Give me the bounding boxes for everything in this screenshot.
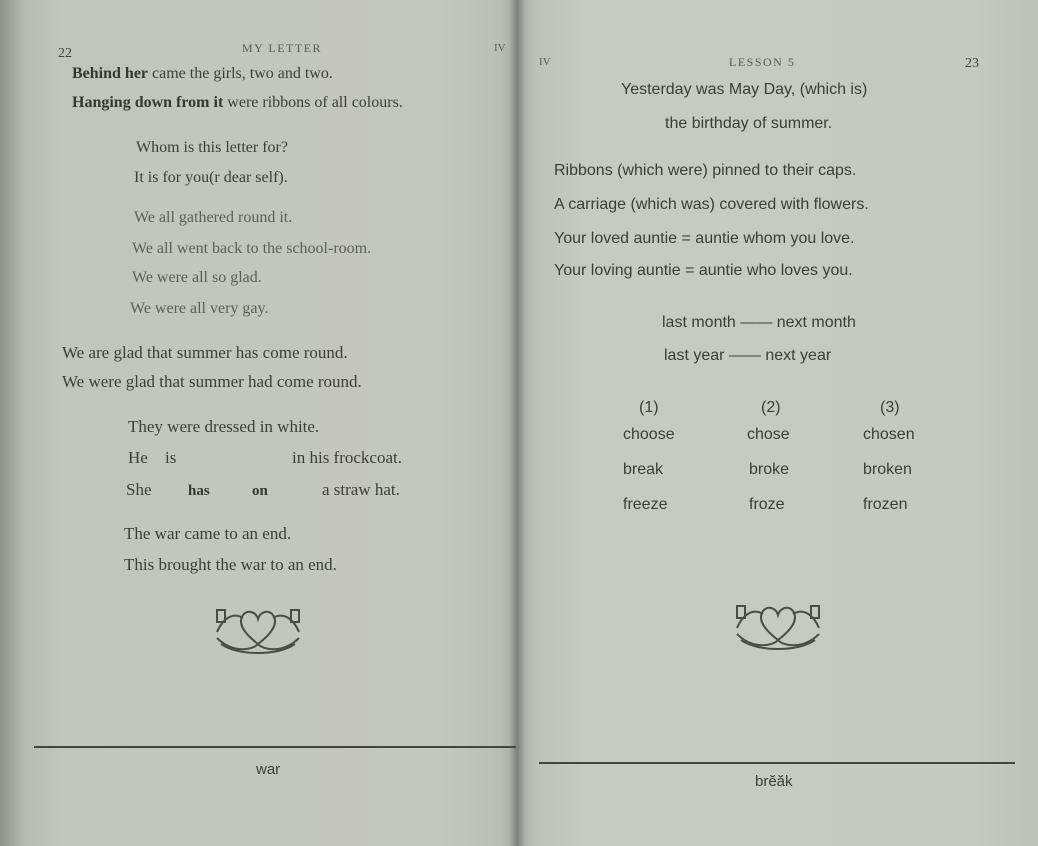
- page-number-left: 22: [58, 46, 72, 61]
- table-cell: froze: [749, 496, 785, 513]
- text-line: The war came to an end.: [124, 524, 292, 543]
- table-cell: has: [188, 483, 210, 499]
- text-line: last month —— next month: [662, 314, 856, 331]
- table-header: (3): [880, 399, 900, 416]
- table-cell: in his frockcoat.: [292, 448, 402, 467]
- table-cell: chosen: [863, 426, 915, 443]
- table-cell: She: [126, 480, 152, 499]
- text-line: Yesterday was May Day, (which is): [621, 81, 868, 98]
- text-line: We were all so glad.: [132, 269, 262, 286]
- table-header: (2): [761, 399, 781, 416]
- right-page: [517, 0, 1038, 846]
- table-header: (1): [639, 399, 659, 416]
- text-line: We were glad that summer had come round.: [62, 372, 362, 391]
- text-line: We are glad that summer has come round.: [62, 343, 348, 362]
- text-line: last year —— next year: [664, 347, 832, 364]
- text-line: This brought the war to an end.: [124, 555, 337, 574]
- left-page: [0, 0, 517, 846]
- running-head-right: LESSON 5: [729, 55, 796, 69]
- table-cell: broken: [863, 461, 912, 478]
- footer-word: brĕăk: [755, 773, 793, 790]
- table-cell: break: [623, 461, 664, 478]
- text-line: Whom is this letter for?: [136, 139, 288, 156]
- text-line: We all went back to the school-room.: [132, 240, 372, 257]
- footer-word: war: [256, 761, 281, 778]
- table-cell: on: [252, 483, 268, 499]
- text-line: A carriage (which was) covered with flowers.: [554, 196, 869, 213]
- text-line: Behind her came the girls, two and two.: [72, 65, 333, 82]
- text-line: Your loved auntie = auntie whom you love.: [554, 230, 855, 247]
- text-line: They were dressed in white.: [128, 417, 320, 436]
- table-cell: frozen: [863, 496, 908, 513]
- running-head-roman-left: IV: [494, 42, 506, 54]
- text-line: It is for you(r dear self).: [134, 169, 288, 186]
- text-line: Hanging down from it were ribbons of all colours.: [72, 94, 403, 111]
- running-head-left: MY LETTER: [242, 41, 323, 55]
- table-cell: is: [165, 448, 177, 467]
- table-cell: freeze: [623, 496, 668, 513]
- page-number-right: 23: [965, 56, 979, 71]
- table-cell: choose: [623, 426, 675, 443]
- table-cell: a straw hat.: [322, 480, 400, 499]
- text-line: Ribbons (which were) pinned to their caps.: [554, 162, 857, 179]
- footer-rule: [34, 746, 516, 748]
- table-cell: He: [128, 448, 148, 467]
- ornament-icon: [733, 600, 823, 652]
- text-line: the birthday of summer.: [665, 115, 833, 132]
- book-gutter: [509, 0, 525, 846]
- table-cell: broke: [749, 461, 790, 478]
- table-cell: chose: [747, 426, 790, 443]
- running-head-roman-right: IV: [539, 56, 551, 68]
- footer-rule: [539, 762, 1015, 764]
- ornament-icon: [213, 604, 303, 656]
- text-line: We were all very gay.: [130, 300, 269, 317]
- text-line: Your loving auntie = auntie who loves you.: [554, 262, 853, 279]
- text-line: We all gathered round it.: [134, 209, 293, 226]
